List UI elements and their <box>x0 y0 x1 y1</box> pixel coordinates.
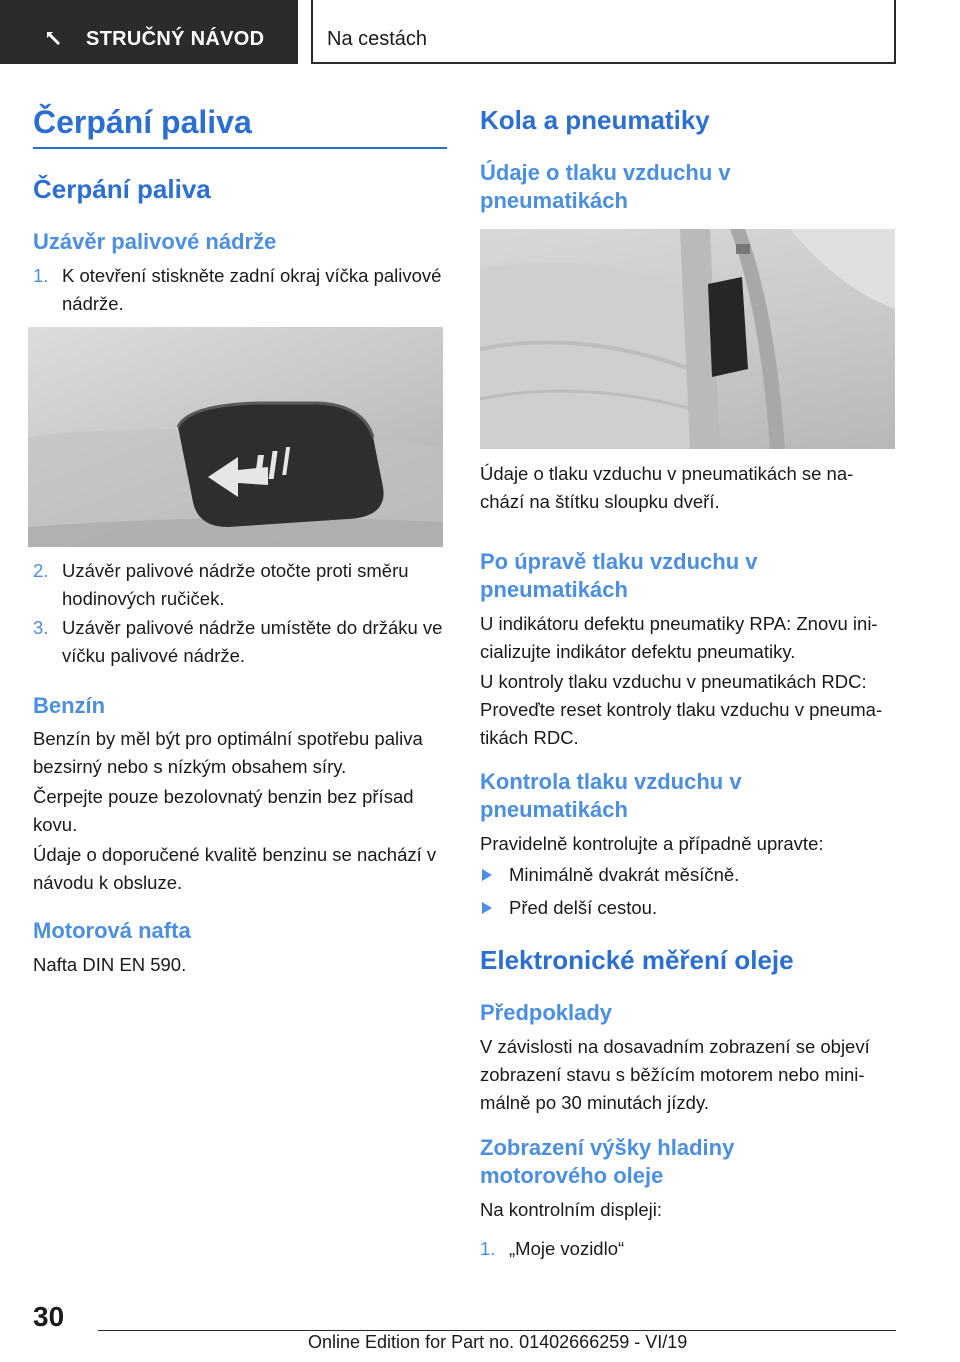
paragraph: málně po 30 minutách jízdy. <box>480 1092 709 1113</box>
edition-text: Online Edition for Part no. 01402666259 - VI/19 <box>308 1332 688 1352</box>
triangle-bullet-icon <box>482 902 492 914</box>
paragraph: Benzín by měl být pro optimální spotřebu paliva <box>33 728 423 749</box>
paragraph: Čerpejte pouze bezolovnatý benzin bez přísad <box>33 786 414 807</box>
subsection-heading: Údaje o tlaku vzduchu v <box>480 160 731 185</box>
step-text: víčku palivové nádrže. <box>62 645 246 666</box>
page-title-right: Kola a pneumatiky <box>480 105 710 135</box>
paragraph: tikách RDC. <box>480 727 579 748</box>
wrench-icon <box>44 29 64 49</box>
page-number: 30 <box>33 1301 65 1332</box>
subsection-heading: Zobrazení výšky hladiny <box>480 1135 735 1160</box>
paragraph: zobrazení stavu s běžícím motorem nebo mini- <box>480 1064 865 1085</box>
step-number: 3. <box>33 617 49 638</box>
paragraph: kovu. <box>33 814 78 835</box>
chapter-label: Na cestách <box>327 28 428 50</box>
step-text: nádrže. <box>62 293 124 314</box>
bullet-item <box>480 894 896 922</box>
paragraph: cializujte indikátor defektu pneumatiky. <box>480 641 796 662</box>
subsection-heading: Předpoklady <box>480 1000 613 1025</box>
subsection-heading: Po úpravě tlaku vzduchu v <box>480 549 758 574</box>
paragraph: Na kontrolním displeji: <box>480 1199 662 1220</box>
subsection-heading: pneumatikách <box>480 577 628 602</box>
section-tab[interactable] <box>0 0 298 64</box>
paragraph: Pravidelně kontrolujte a případně upravte: <box>480 833 824 854</box>
step-text: Uzávěr palivové nádrže otočte proti směru <box>62 560 409 581</box>
step-text: hodinových ručiček. <box>62 588 225 609</box>
subsection-heading: Uzávěr palivové nádrže <box>33 229 277 254</box>
subsection-heading: pneumatikách <box>480 797 628 822</box>
petrol-heading: Benzín <box>33 693 106 718</box>
bullet-text: Minimálně dvakrát měsíčně. <box>509 864 740 885</box>
step-text: „Moje vozidlo“ <box>509 1238 625 1259</box>
bullet-item <box>480 861 896 889</box>
step-number: 2. <box>33 560 49 581</box>
footer-rule <box>98 1330 896 1331</box>
step-text: K otevření stiskněte zadní okraj víčka palivové <box>62 265 442 286</box>
subsection-heading: pneumatikách <box>480 188 628 213</box>
paragraph: U kontroly tlaku vzduchu v pneumatikách RDC: <box>480 671 867 692</box>
paragraph: V závislosti na dosavadním zobrazení se objeví <box>480 1036 870 1057</box>
subsection-heading: Kontrola tlaku vzduchu v <box>480 769 742 794</box>
step-text: Uzávěr palivové nádrže umístěte do držáku ve <box>62 617 443 638</box>
title-rule <box>33 147 447 149</box>
paragraph: Proveďte reset kontroly tlaku vzduchu v pneuma- <box>480 699 883 720</box>
subsection-heading: motorového oleje <box>480 1163 664 1188</box>
section-label: STRUČNÝ NÁVOD <box>86 28 265 50</box>
paragraph: bezsirný nebo s nízkým obsahem síry. <box>33 756 347 777</box>
fuel-cap-image <box>28 327 443 547</box>
door-pillar-image <box>480 229 895 449</box>
step-number: 1. <box>480 1238 496 1259</box>
chapter-tab[interactable] <box>311 0 896 64</box>
triangle-bullet-icon <box>482 869 492 881</box>
paragraph: U indikátoru defektu pneumatiky RPA: Znovu ini- <box>480 613 878 634</box>
section-heading: Čerpání paliva <box>33 174 211 204</box>
paragraph: návodu k obsluze. <box>33 872 183 893</box>
paragraph: Údaje o doporučené kvalitě benzinu se nachází v <box>33 844 437 865</box>
step-number: 1. <box>33 265 49 286</box>
paragraph: Údaje o tlaku vzduchu v pneumatikách se na- <box>480 463 854 484</box>
paragraph: Nafta DIN EN 590. <box>33 954 187 975</box>
paragraph: chází na štítku sloupku dveří. <box>480 491 720 512</box>
bullet-text: Před delší cestou. <box>509 897 658 918</box>
page-title: Čerpání paliva <box>33 104 252 140</box>
section-heading: Elektronické měření oleje <box>480 945 794 975</box>
diesel-heading: Motorová nafta <box>33 918 191 943</box>
